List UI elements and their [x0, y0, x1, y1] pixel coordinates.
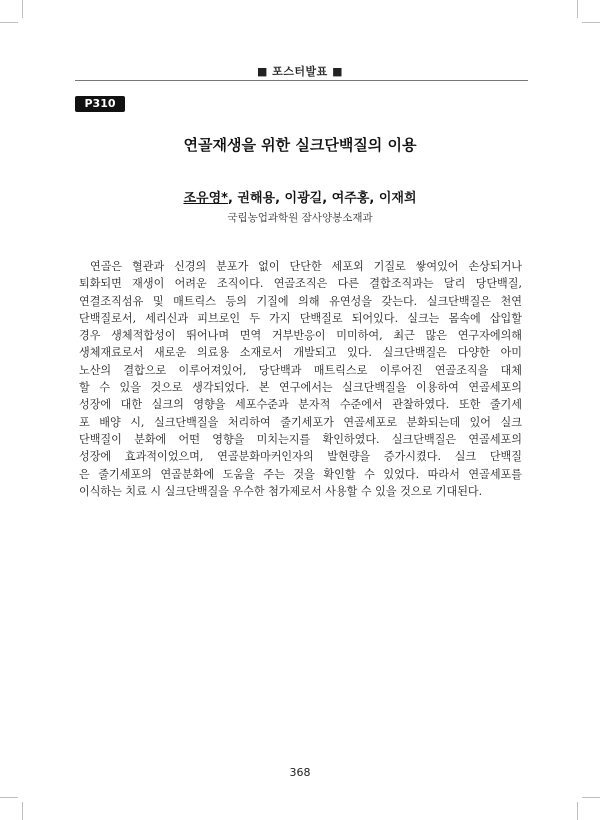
- abstract-line: 은 줄기세포의 연골분화에 도움을 주는 것을 확인할 수 있었다. 따라서 연골세포를: [79, 467, 522, 481]
- abstract-line: 연골은 혈관과 신경의 분포가 없이 단단한 세포외 기질로 쌓여있어 손상되거나: [90, 260, 522, 273]
- abstract-line: 이식하는 치료 시 실크단백질을 우수한 첨가제로서 사용할 수 있을 것으로 기대된다.: [79, 484, 483, 498]
- abstract-line: 노산의 결합으로 이루어져있어, 당단백과 매트릭스로 이루어진 연골조직을 대체: [79, 363, 522, 377]
- paper-title: 연골재생을 위한 실크단백질의 이용: [183, 136, 417, 154]
- page-number: 368: [289, 766, 311, 779]
- abstract-line: 성장에 효과적이었으며, 연골분화마커인자의 발현량을 증가시켰다. 실크 단백질: [79, 450, 522, 464]
- crop-mark: [0, 797, 18, 798]
- abstract-line: 연결조직섬유 및 매트릭스 등의 기질에 의해 유연성을 갖는다. 실크단백질은 천연: [79, 294, 522, 308]
- section-header: ■ 포스터발표 ■: [256, 65, 344, 78]
- abstract-line: 경우 생체적합성이 뛰어나며 면역 거부반응이 미미하여, 최근 많은 연구자에의해: [79, 329, 522, 343]
- abstract-line: 할 수 있을 것으로 생각되었다. 본 연구에서는 실크단백질을 이용하여 연골세포의: [79, 381, 522, 395]
- crop-mark: [22, 0, 23, 18]
- abstract-body: [79, 258, 522, 500]
- header-divider: [75, 80, 528, 81]
- crop-mark: [577, 0, 578, 18]
- crop-mark: [582, 22, 600, 23]
- poster-code-badge: P310: [75, 96, 125, 112]
- author-list: [0, 187, 600, 206]
- crop-mark: [22, 802, 23, 820]
- abstract-line: 포 배양 시, 실크단백질을 처리하여 줄기세포가 연골세포로 분화되는데 있어 실크: [79, 415, 522, 429]
- abstract-line: 생체재료로서 새로운 의료용 소재로서 개발되고 있다. 실크단백질은 다양한 아미: [79, 346, 522, 360]
- affiliation: 국립농업과학원 잠사양봉소재과: [227, 212, 373, 224]
- crop-mark: [582, 797, 600, 798]
- co-authors: , 권해용, 이광길, 여주홍, 이재희: [227, 191, 417, 206]
- abstract-line: 성장에 대한 실크의 영향을 세포수준과 분자적 수준에서 관찰하였다. 또한 줄기세: [79, 398, 522, 412]
- crop-mark: [577, 802, 578, 820]
- abstract-line: 퇴화되면 재생이 어려운 조직이다. 연골조직은 다른 결합조직과는 달리 당단백질,: [79, 277, 522, 291]
- crop-mark: [0, 22, 18, 23]
- presenting-author: 조유영*: [183, 191, 228, 206]
- abstract-line: 단백질이 분화에 어떤 영향을 미치는지를 확인하였다. 실크단백질은 연골세포의: [79, 432, 522, 446]
- abstract-line: 단백질로서, 세리신과 피브로인 두 가지 단백질로 되어있다. 실크는 몸속에 삽입할: [79, 311, 522, 325]
